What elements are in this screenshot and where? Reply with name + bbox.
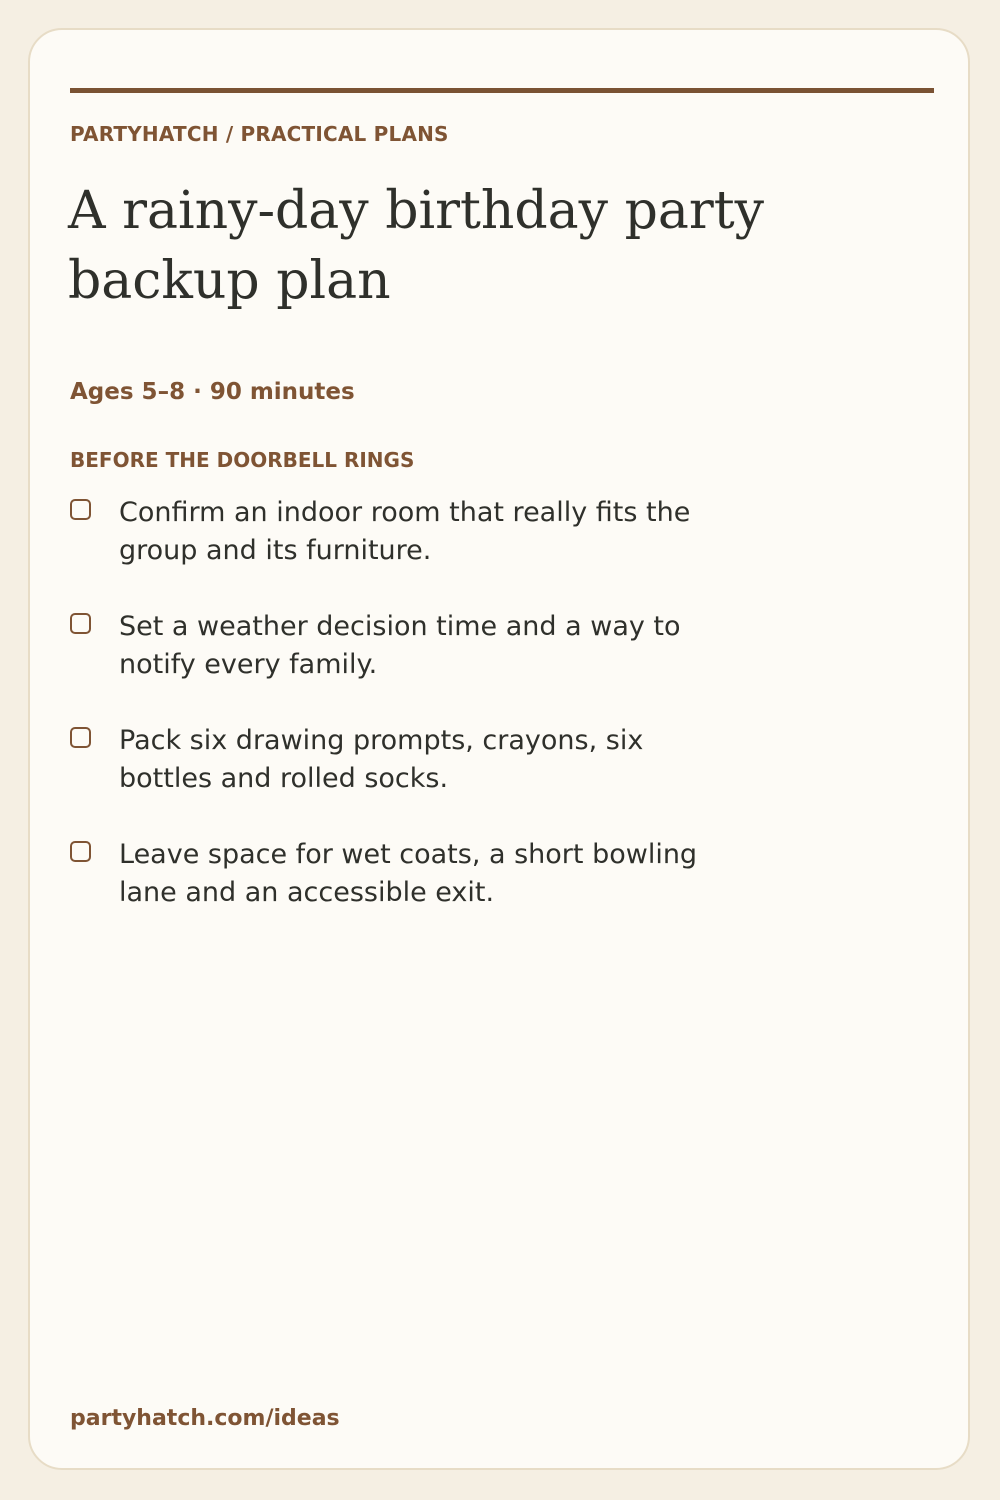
checklist-item-text: Set a weather decision time and a way to notify every family.: [119, 611, 681, 680]
checklist-item-text: Leave space for wet coats, a short bowling lane and an accessible exit.: [119, 839, 698, 908]
checklist-item: [70, 836, 730, 950]
checklist-item: [70, 722, 730, 836]
checkbox[interactable]: [70, 613, 91, 634]
plan-card: [28, 28, 970, 1470]
breadcrumb: PARTYHATCH / PRACTICAL PLANS: [70, 122, 449, 146]
checkbox[interactable]: [70, 499, 91, 520]
checkbox[interactable]: [70, 841, 91, 862]
top-rule: [70, 88, 934, 93]
footer-link[interactable]: partyhatch.com/ideas: [70, 1406, 340, 1431]
checklist: [70, 494, 730, 950]
checklist-item-text: Confirm an indoor room that really fits the group and its furniture.: [119, 497, 691, 566]
page-title: A rainy-day birthday party backup plan: [68, 181, 764, 311]
section-heading: BEFORE THE DOORBELL RINGS: [70, 448, 415, 472]
checkbox[interactable]: [70, 727, 91, 748]
checklist-item: [70, 608, 730, 722]
checklist-item: [70, 494, 730, 608]
age-duration-meta: Ages 5–8 · 90 minutes: [70, 379, 355, 405]
checklist-item-text: Pack six drawing prompts, crayons, six bottles and rolled socks.: [119, 725, 644, 794]
